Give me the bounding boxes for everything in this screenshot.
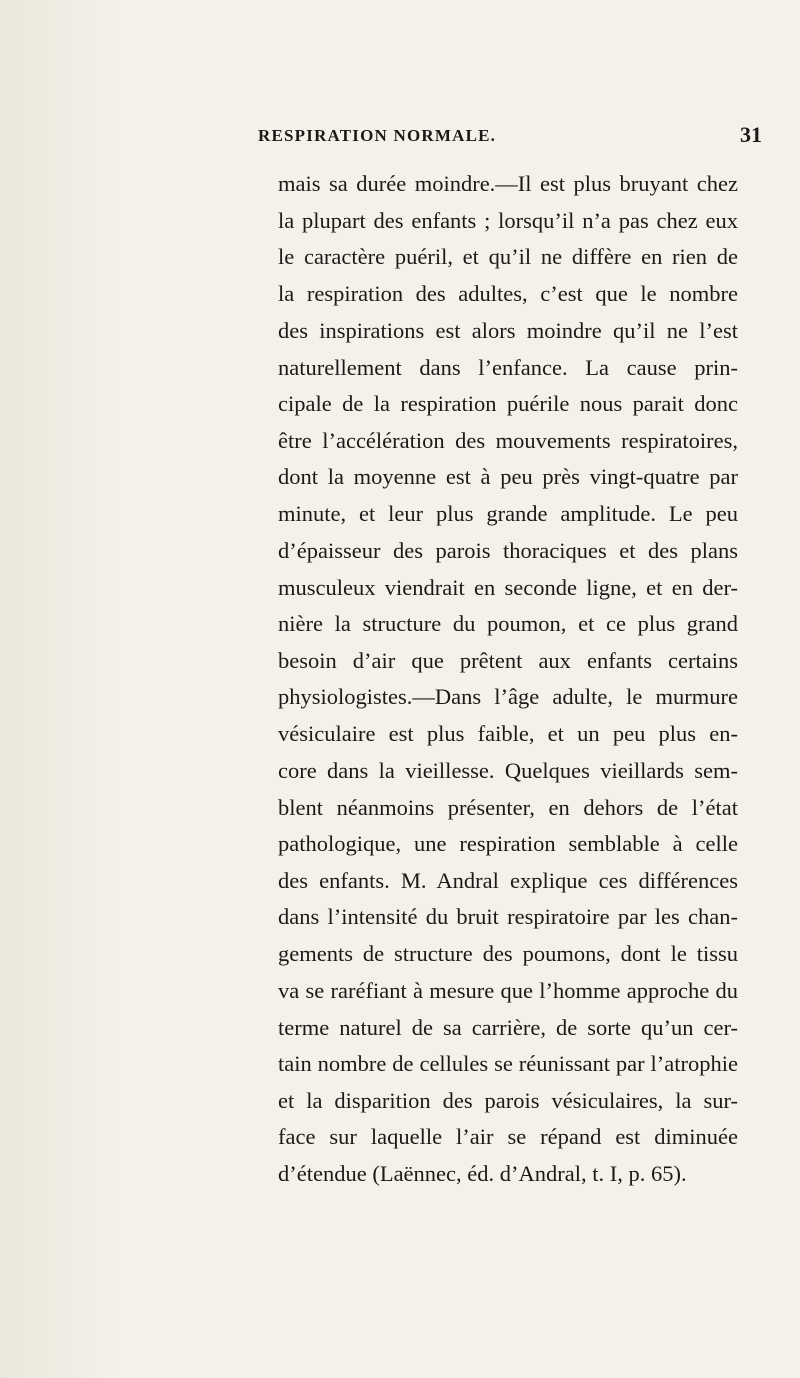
text-line: physiologistes.—Dans l’âge adulte, le murmure bbox=[278, 684, 738, 709]
text-line: des inspirations est alors moindre qu’il ne l’est bbox=[278, 318, 738, 343]
text-line: naturellement dans l’enfance. La cause prin- bbox=[278, 355, 738, 380]
text-line: musculeux viendrait en seconde ligne, et en der- bbox=[278, 575, 738, 600]
page-number: 31 bbox=[740, 122, 762, 147]
text-line: vésiculaire est plus faible, et un peu plus en- bbox=[278, 721, 738, 746]
text-line: la plupart des enfants ; lorsqu’il n’a pas chez eux bbox=[278, 208, 738, 233]
text-line: le caractère puéril, et qu’il ne diffère en rien de bbox=[278, 244, 738, 269]
text-line: blent néanmoins présenter, en dehors de l’état bbox=[278, 795, 738, 820]
text-line: dans l’intensité du bruit respiratoire par les chan- bbox=[278, 904, 738, 929]
text-line: nière la structure du poumon, et ce plus grand bbox=[278, 611, 738, 636]
text-line: minute, et leur plus grande amplitude. Le peu bbox=[278, 501, 738, 526]
text-line: gements de structure des poumons, dont le tissu bbox=[278, 941, 738, 966]
text-line: d’épaisseur des parois thoraciques et des plans bbox=[278, 538, 738, 563]
running-title: RESPIRATION NORMALE. bbox=[258, 126, 497, 145]
text-line: mais sa durée moindre.—Il est plus bruyant chez bbox=[278, 171, 738, 196]
text-line: cipale de la respiration puérile nous parait donc bbox=[278, 391, 738, 416]
text-line: la respiration des adultes, c’est que le nombre bbox=[278, 281, 738, 306]
text-line: va se raréfiant à mesure que l’homme approche du bbox=[278, 978, 738, 1003]
text-line: d’étendue (Laënnec, éd. d’Andral, t. I, p. 65). bbox=[278, 1161, 687, 1186]
text-line: être l’accélération des mouvements respiratoires, bbox=[278, 428, 738, 453]
text-line: besoin d’air que prêtent aux enfants certains bbox=[278, 648, 738, 673]
text-line: et la disparition des parois vésiculaires, la sur- bbox=[278, 1088, 738, 1113]
text-line: terme naturel de sa carrière, de sorte qu’un cer- bbox=[278, 1015, 738, 1040]
text-line: tain nombre de cellules se réunissant par l’atrophie bbox=[278, 1051, 738, 1076]
page-edge-shading bbox=[0, 0, 120, 1378]
text-line: face sur laquelle l’air se répand est diminuée bbox=[278, 1124, 738, 1149]
text-line: core dans la vieillesse. Quelques vieillards sem- bbox=[278, 758, 738, 783]
text-line: dont la moyenne est à peu près vingt-quatre par bbox=[278, 464, 738, 489]
text-line: des enfants. M. Andral explique ces différences bbox=[278, 868, 738, 893]
text-line: pathologique, une respiration semblable à celle bbox=[278, 831, 738, 856]
